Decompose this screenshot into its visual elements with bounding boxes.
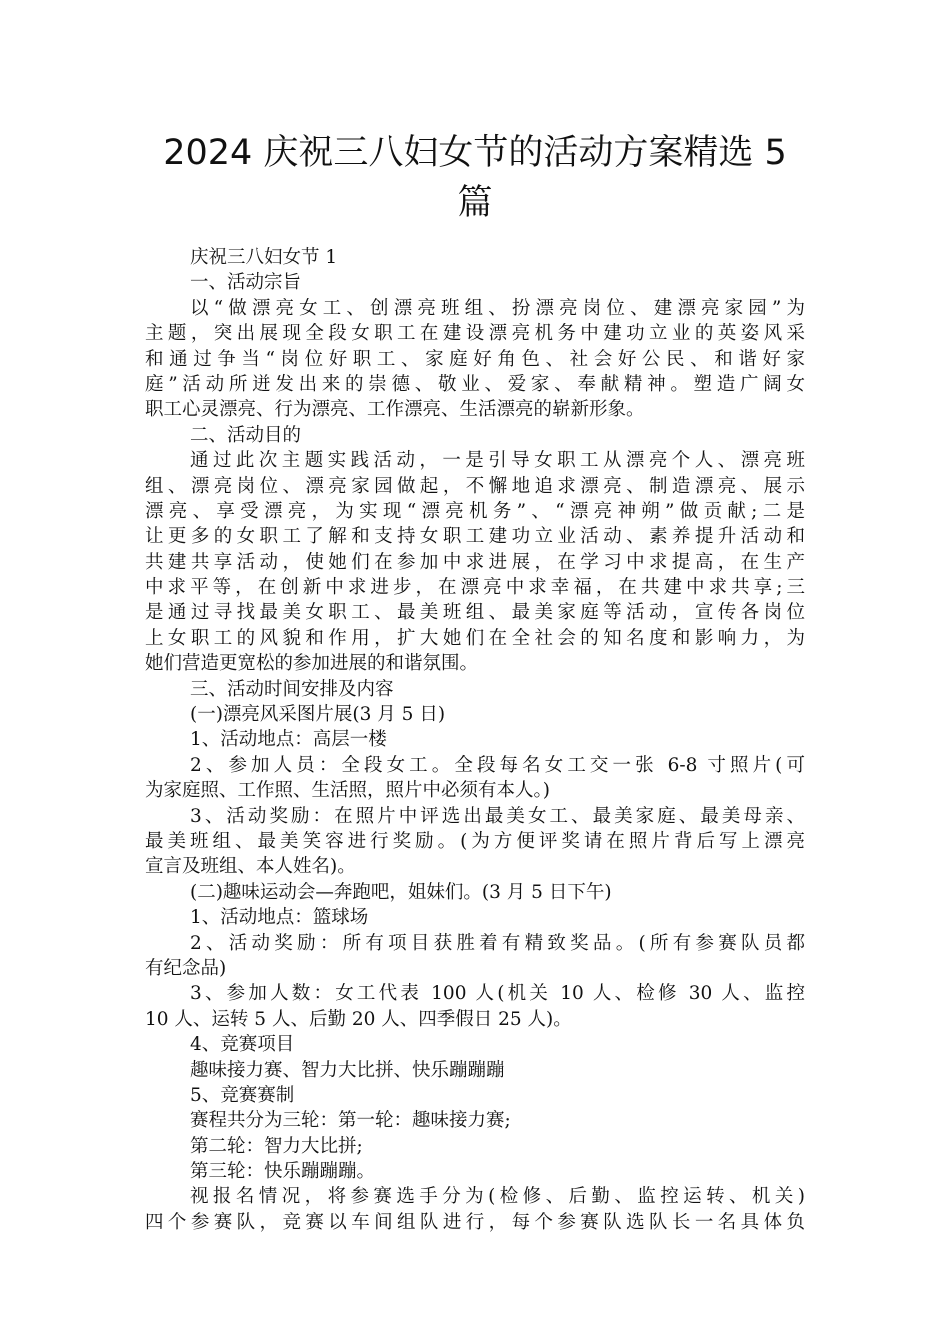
section-heading: 三、活动时间安排及内容 xyxy=(190,678,394,700)
paragraph-line: 共建共享活动，使她们在参加中求进展，在学习中求提高，在生产 xyxy=(145,551,805,573)
title-line-2: 篇 xyxy=(457,183,493,223)
paragraph-line: 是通过寻找最美女职工、最美班组、最美家庭等活动，宣传各岗位 xyxy=(145,602,805,624)
paragraph-line: 以“做漂亮女工、创漂亮班组、扮漂亮岗位、建漂亮家园”为 xyxy=(190,297,805,319)
paragraph-line: 和通过争当“岗位好职工、家庭好角色、社会好公民、和谐好家 xyxy=(145,348,805,370)
document-body xyxy=(145,245,805,1235)
paragraph-line: 第二轮：智力大比拼; xyxy=(190,1135,363,1157)
paragraph-line: 视报名情况，将参赛选手分为(检修、后勤、监控运转、机关) xyxy=(190,1186,805,1208)
paragraph-line: 四个参赛队，竞赛以车间组队进行，每个参赛队选队长一名具体负 xyxy=(145,1211,805,1233)
paragraph-line: 漂亮、享受漂亮，为实现“漂亮机务”、“漂亮神朔”做贡献;二是 xyxy=(145,500,805,522)
document-title xyxy=(140,128,810,228)
paragraph-line: 职工心灵漂亮、行为漂亮、工作漂亮、生活漂亮的崭新形象。 xyxy=(145,399,645,421)
paragraph-line: 主题，突出展现全段女职工在建设漂亮机务中建功立业的英姿风采 xyxy=(145,323,805,345)
paragraph-line: 组、漂亮岗位、漂亮家园做起，不懈地追求漂亮、制造漂亮、展示 xyxy=(145,475,805,497)
paragraph-line: 第三轮：快乐蹦蹦蹦。 xyxy=(190,1161,376,1183)
paragraph-line: 10 人、运转 5 人、后勤 20 人、四季假日 25 人)。 xyxy=(145,1008,572,1030)
paragraph-line: 赛程共分为三轮：第一轮：趣味接力赛; xyxy=(190,1110,511,1132)
list-item: 2、参加人员：全段女工。全段每名女工交一张 6-8 寸照片(可 xyxy=(190,754,805,776)
list-item: 1、活动地点：篮球场 xyxy=(190,907,369,929)
list-item: 5、竞赛赛制 xyxy=(190,1084,295,1106)
paragraph-line: 趣味接力赛、智力大比拼、快乐蹦蹦蹦 xyxy=(190,1059,505,1081)
paragraph-line: 上女职工的风貌和作用，扩大她们在全社会的知名度和影响力，为 xyxy=(145,627,805,649)
paragraph-line: 宣言及班组、本人姓名)。 xyxy=(145,856,356,878)
list-item: 2、活动奖励：所有项目获胜着有精致奖品。(所有参赛队员都 xyxy=(190,932,805,954)
list-item: 3、参加人数：女工代表 100 人(机关 10 人、检修 30 人、监控 xyxy=(190,983,805,1005)
section-heading: 庆祝三八妇女节 1 xyxy=(190,247,338,268)
paragraph-line: 为家庭照、工作照、生活照，照片中必须有本人。) xyxy=(145,780,550,802)
paragraph-line: 通过此次主题实践活动，一是引导女职工从漂亮个人、漂亮班 xyxy=(190,450,805,472)
title-line-1: 2024 庆祝三八妇女节的活动方案精选 5 xyxy=(163,133,787,173)
paragraph-line: 有纪念品) xyxy=(145,957,227,979)
list-item: 1、活动地点：高层一楼 xyxy=(190,729,387,751)
list-item: 3、活动奖励：在照片中评选出最美女工、最美家庭、最美母亲、 xyxy=(190,805,805,827)
paragraph-line: 中求平等，在创新中求进步，在漂亮中求幸福，在共建中求共享;三 xyxy=(145,577,805,599)
paragraph-line: 庭”活动所迸发出来的崇德、敬业、爱家、奉献精神。塑造广阔女 xyxy=(145,373,805,395)
list-item: 4、竞赛项目 xyxy=(190,1034,295,1056)
subsection-heading: (二)趣味运动会—奔跑吧，姐妹们。(3 月 5 日下午) xyxy=(190,881,612,903)
section-heading: 一、活动宗旨 xyxy=(190,272,302,294)
paragraph-line: 她们营造更宽松的参加进展的和谐氛围。 xyxy=(145,653,479,675)
subsection-heading: (一)漂亮风采图片展(3 月 5 日) xyxy=(190,704,446,726)
paragraph-line: 最美班组、最美笑容进行奖励。(为方便评奖请在照片背后写上漂亮 xyxy=(145,830,805,852)
section-heading: 二、活动目的 xyxy=(190,424,302,446)
paragraph-line: 让更多的女职工了解和支持女职工建功立业活动、素养提升活动和 xyxy=(145,526,805,548)
